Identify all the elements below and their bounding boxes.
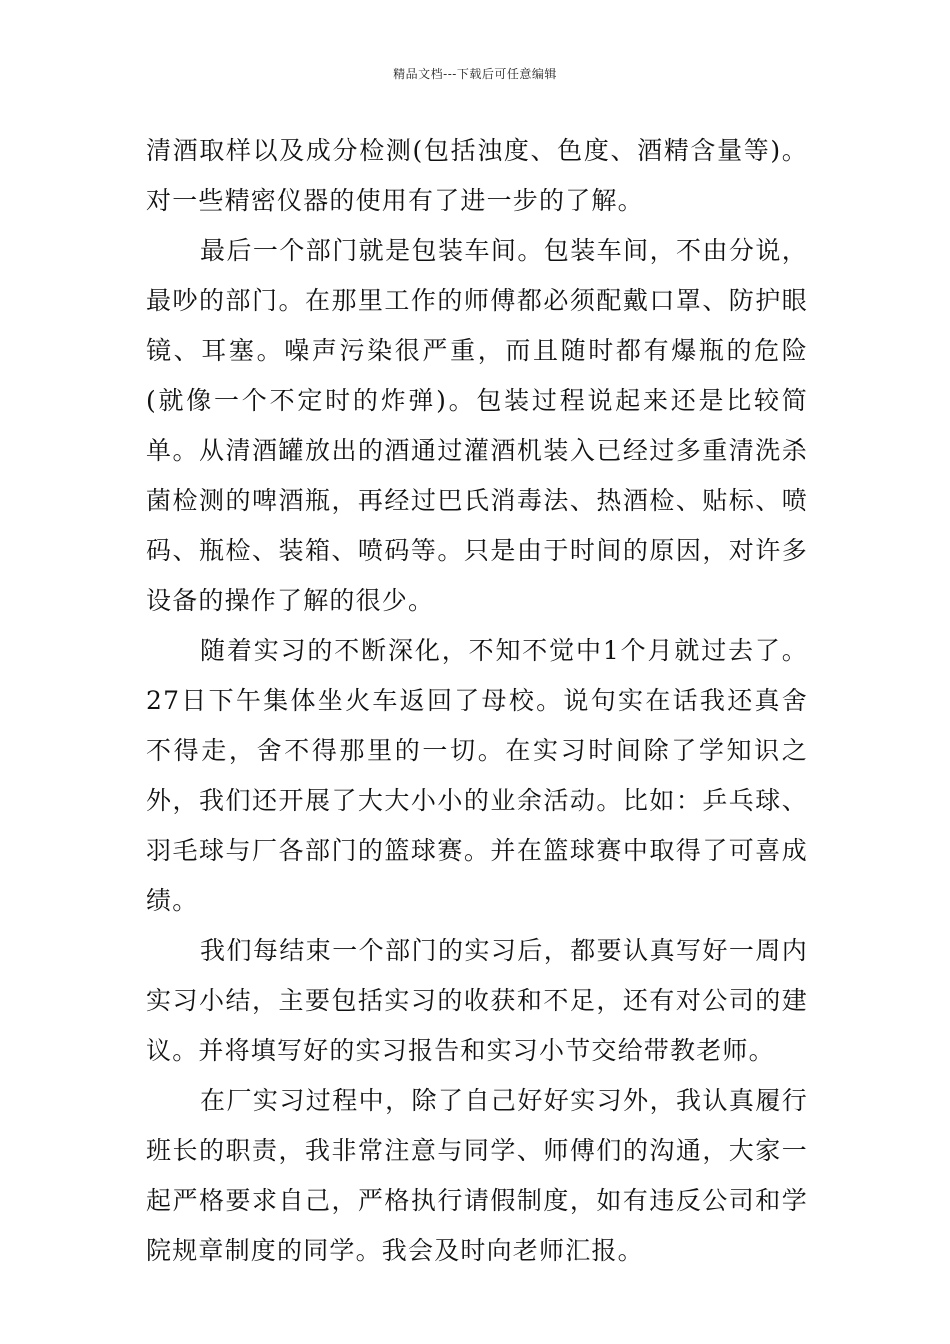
page-header: 精品文档---下载后可任意编辑 <box>393 67 557 81</box>
paragraph-internship-end: 随着实习的不断深化，不知不觉中1个月就过去了。27日下午集体坐火车返回了母校。说句实在话我还真舍不得走，舍不得那里的一切。在实习时间除了学知识之外，我们还开展了大大小小的业余活动。比如：乒乓球、羽毛球与厂各部门的篮球赛。并在篮球赛中取得了可喜成绩。 <box>146 636 808 915</box>
paragraph-continuation: 清酒取样以及成分检测(包括浊度、色度、酒精含量等)。对一些精密仪器的使用有了进一步的了解。 <box>146 136 808 215</box>
paragraph-monitor-duties: 在厂实习过程中，除了自己好好实习外，我认真履行班长的职责，我非常注意与同学、师傅们的沟通，大家一起严格要求自己，严格执行请假制度，如有违反公司和学院规章制度的同学。我会及时向老师汇报。 <box>146 1086 808 1265</box>
document-body <box>146 126 808 1276</box>
paragraph-weekly-summary: 我们每结束一个部门的实习后，都要认真写好一周内实习小结，主要包括实习的收获和不足，还有对公司的建议。并将填写好的实习报告和实习小节交给带教老师。 <box>146 936 808 1065</box>
paragraph-packaging-workshop: 最后一个部门就是包装车间。包装车间，不由分说，最吵的部门。在那里工作的师傅都必须配戴口罩、防护眼镜、耳塞。噪声污染很严重，而且随时都有爆瓶的危险(就像一个不定时的炸弹)。包装过程说起来还是比较简单。从清酒罐放出的酒通过灌酒机装入已经过多重清洗杀菌检测的啤酒瓶，再经过巴氏消毒法、热酒检、贴标、喷码、瓶检、装箱、喷码等。只是由于时间的原因，对许多设备的操作了解的很少。 <box>146 236 808 615</box>
